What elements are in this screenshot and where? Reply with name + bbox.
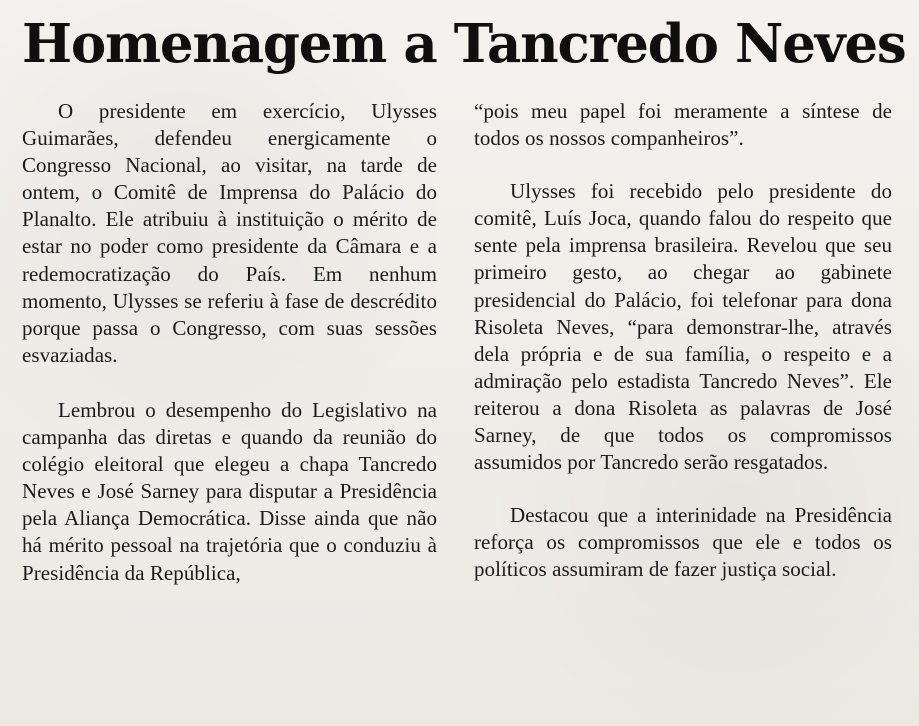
left-paragraph-2: Lembrou o desempenho do Legislativo na campanha das diretas e quando da reunião do colégio eleitoral que elegeu a chapa Tancredo Neves e José Sarney para disputar a Presidência pela Aliança Democrática. Disse ainda que não há mérito pessoal na trajetória que o conduziu à Presidência da República, [22, 397, 437, 585]
right-article-column [474, 98, 892, 584]
right-paragraph-1: “pois meu papel foi meramente a síntese de todos os nossos companheiros”. [474, 99, 892, 151]
right-paragraph-3: Destacou que a interinidade na Presidência reforça os compromissos que ele e todos os políticos assumiram de fazer justiça social. [474, 503, 892, 582]
article-title: Homenagem a Tancredo Neves [22, 13, 906, 75]
left-paragraph-1: O presidente em exercício, Ulysses Guimarães, defendeu energicamente o Congresso Nacional, ao visitar, na tarde de ontem, o Comitê de Imprensa do Palácio do Planalto. Ele atribuiu à instituição o mérito de estar no poder como presidente da Câmara e a redemocratização do País. Em nenhum momento, Ulysses se referiu à fase de descrédito porque passa o Congresso, com suas sessões esvaziadas. [22, 99, 437, 367]
left-article-column [22, 98, 437, 587]
right-paragraph-2: Ulysses foi recebido pelo presidente do comitê, Luís Joca, quando falou do respeito que sente pela imprensa brasileira. Revelou que seu primeiro gesto, ao chegar ao gabinete presidencial do Palácio, foi telefonar para dona Risoleta Neves, “para demonstrar-lhe, através dela própria e de sua família, o respeito e a admiração pelo estadista Tancredo Neves”. Ele reiterou a dona Risoleta as palavras de José Sarney, de que todos os compromissos assumidos por Tancredo serão resgatados. [474, 179, 892, 475]
